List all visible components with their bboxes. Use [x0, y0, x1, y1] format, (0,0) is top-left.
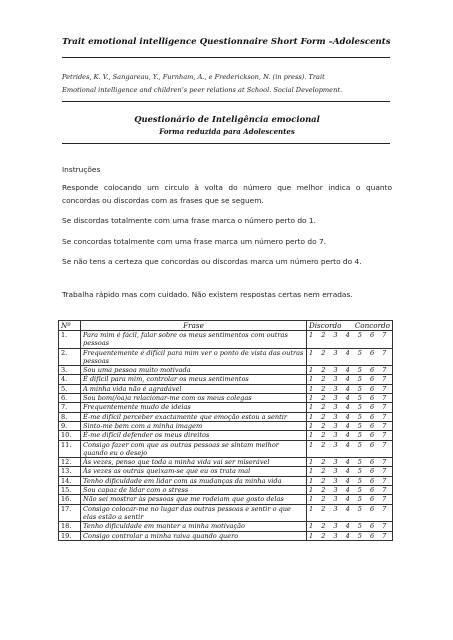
rating-option[interactable]: 3 — [333, 467, 338, 476]
rating-option[interactable]: 3 — [333, 431, 338, 440]
instruction-paragraph-3: Se concordas totalmente com uma frase marca um número perto do 7. — [62, 237, 327, 246]
rating-option[interactable]: 3 — [333, 412, 338, 421]
rating-option[interactable]: 2 — [321, 476, 326, 485]
rating-option[interactable]: 3 — [333, 348, 338, 357]
rating-option[interactable]: 4 — [345, 366, 350, 375]
rating-option[interactable]: 6 — [369, 431, 375, 440]
rating-option[interactable]: 5 — [357, 412, 362, 421]
table-row — [59, 504, 393, 522]
rating-option[interactable]: 5 — [357, 440, 362, 449]
rating-scale — [307, 331, 393, 349]
document-title: Trait emotional intelligence Questionnaire Short Form –Adolescents — [62, 37, 391, 47]
rating-option[interactable]: 7 — [382, 458, 387, 467]
item-number: 17. — [59, 504, 81, 522]
header-agree: Concordo — [354, 321, 390, 330]
questionnaire-subtitle: Forma reduzida para Adolescentes — [159, 127, 295, 136]
rating-option[interactable]: 3 — [333, 384, 338, 393]
rating-option[interactable]: 7 — [382, 522, 387, 531]
item-number: 6. — [59, 394, 81, 403]
item-text: Sou capaz de lidar com o stress — [81, 486, 307, 495]
rating-scale — [307, 421, 393, 430]
rating-scale — [307, 476, 393, 485]
rating-option[interactable]: 3 — [333, 366, 338, 375]
table-row — [59, 366, 393, 375]
item-text: Consigo controlar a minha raiva quando quero — [81, 531, 307, 540]
item-number: 15. — [59, 486, 81, 495]
rating-scale — [307, 348, 393, 366]
questionnaire-rule — [62, 143, 390, 144]
rating-option[interactable]: 5 — [357, 384, 362, 393]
reference-line-2: Emotional intelligence and children’s peer relations at School. Social Development. — [62, 85, 343, 94]
rating-option[interactable]: 4 — [345, 486, 350, 495]
table-row — [59, 384, 393, 393]
instruction-paragraph-4: Se não tens a certeza que concordas ou discordas marca um número perto do 4. — [62, 257, 362, 266]
rating-option[interactable]: 3 — [333, 331, 338, 339]
reference-rule — [62, 101, 390, 102]
instructions-heading: Instruções — [62, 165, 101, 174]
rating-option[interactable]: 4 — [345, 531, 350, 540]
rating-option[interactable]: 7 — [382, 467, 387, 476]
rating-option[interactable]: 1 — [309, 531, 314, 540]
rating-option[interactable]: 1 — [309, 412, 314, 421]
item-number: 4. — [59, 375, 81, 384]
rating-option[interactable]: 6 — [369, 348, 375, 357]
table-row — [59, 531, 393, 540]
item-text: Sou bom(/oa)a relacionar-me com os meus colegas — [81, 394, 307, 403]
rating-option[interactable]: 7 — [382, 403, 387, 412]
item-text: Tenho dificuldade em manter a minha motivação — [81, 522, 307, 531]
rating-option[interactable]: 7 — [382, 486, 387, 495]
rating-option[interactable]: 7 — [382, 375, 387, 384]
rating-option[interactable]: 1 — [309, 431, 314, 440]
rating-option[interactable]: 1 — [309, 375, 314, 384]
rating-option[interactable]: 7 — [382, 331, 387, 339]
instruction-paragraph-5: Trabalha rápido mas com cuidado. Não existem respostas certas nem erradas. — [62, 290, 353, 299]
rating-option[interactable]: 1 — [309, 458, 314, 467]
item-text: Sou uma pessoa muito motivada — [81, 366, 307, 375]
rating-option[interactable]: 3 — [333, 504, 338, 513]
rating-option[interactable]: 4 — [345, 412, 350, 421]
rating-option[interactable]: 1 — [309, 504, 314, 513]
rating-option[interactable]: 1 — [309, 522, 314, 531]
rating-option[interactable]: 6 — [369, 495, 375, 504]
rating-scale — [307, 384, 393, 393]
rating-option[interactable]: 1 — [309, 495, 314, 504]
rating-option[interactable]: 2 — [321, 522, 326, 531]
table-row — [59, 331, 393, 349]
rating-option[interactable]: 5 — [357, 476, 362, 485]
rating-option[interactable]: 4 — [345, 504, 350, 513]
rating-option[interactable]: 7 — [382, 504, 387, 513]
rating-option[interactable]: 2 — [321, 421, 326, 430]
rating-option[interactable]: 7 — [382, 348, 387, 357]
item-number: 18. — [59, 522, 81, 531]
rating-option[interactable]: 4 — [345, 421, 350, 430]
rating-option[interactable]: 5 — [357, 366, 362, 375]
table-row — [59, 467, 393, 476]
rating-option[interactable]: 2 — [321, 531, 326, 540]
rating-option[interactable]: 4 — [345, 467, 350, 476]
rating-option[interactable]: 3 — [333, 375, 338, 384]
rating-option[interactable]: 1 — [309, 440, 314, 449]
rating-option[interactable]: 3 — [333, 394, 338, 403]
item-number: 3. — [59, 366, 81, 375]
rating-option[interactable]: 5 — [357, 348, 362, 357]
item-number: 14. — [59, 476, 81, 485]
rating-option[interactable]: 4 — [345, 440, 350, 449]
rating-option[interactable]: 6 — [369, 531, 375, 540]
rating-option[interactable]: 2 — [321, 403, 326, 412]
rating-option[interactable]: 6 — [369, 458, 375, 467]
table-row — [59, 476, 393, 485]
rating-option[interactable]: 1 — [309, 467, 314, 476]
rating-option[interactable]: 7 — [382, 421, 387, 430]
rating-option[interactable]: 6 — [369, 467, 375, 476]
rating-option[interactable]: 4 — [345, 431, 350, 440]
table-row — [59, 403, 393, 412]
rating-option[interactable]: 4 — [345, 375, 350, 384]
rating-option[interactable]: 7 — [382, 412, 387, 421]
rating-option[interactable]: 5 — [357, 486, 362, 495]
reference-citation — [62, 71, 392, 96]
rating-scale — [307, 412, 393, 421]
rating-option[interactable]: 6 — [369, 412, 375, 421]
rating-option[interactable]: 5 — [357, 467, 362, 476]
item-number: 7. — [59, 403, 81, 412]
rating-option[interactable]: 6 — [369, 403, 375, 412]
rating-option[interactable]: 7 — [382, 431, 387, 440]
rating-option[interactable]: 1 — [309, 486, 314, 495]
item-number: 2. — [59, 348, 81, 366]
rating-option[interactable]: 4 — [345, 476, 350, 485]
rating-option[interactable]: 7 — [382, 531, 387, 540]
questionnaire-body — [59, 331, 393, 541]
item-text: Para mim é fácil, falar sobre os meus sentimentos com outras pessoas — [81, 331, 307, 349]
rating-option[interactable]: 1 — [309, 384, 314, 393]
rating-option[interactable]: 3 — [333, 403, 338, 412]
rating-option[interactable]: 5 — [357, 504, 362, 513]
item-number: 1. — [59, 331, 81, 349]
header-number: Nº — [59, 321, 81, 331]
table-row — [59, 348, 393, 366]
table-row — [59, 421, 393, 430]
rating-option[interactable]: 2 — [321, 431, 326, 440]
item-text: Sinto-me bem com a minha imagem — [81, 421, 307, 430]
rating-option[interactable]: 6 — [369, 504, 375, 513]
rating-option[interactable]: 2 — [321, 331, 326, 339]
rating-option[interactable]: 3 — [333, 440, 338, 449]
rating-option[interactable]: 1 — [309, 394, 314, 403]
rating-option[interactable]: 5 — [357, 403, 362, 412]
instruction-paragraph-2: Se discordas totalmente com uma frase marca o número perto do 1. — [62, 216, 316, 225]
rating-option[interactable]: 2 — [321, 366, 326, 375]
item-number: 10. — [59, 431, 81, 440]
rating-option[interactable]: 7 — [382, 476, 387, 485]
item-number: 19. — [59, 531, 81, 540]
rating-option[interactable]: 6 — [369, 366, 375, 375]
rating-option[interactable]: 2 — [321, 375, 326, 384]
rating-option[interactable]: 5 — [357, 522, 362, 531]
rating-scale — [307, 467, 393, 476]
item-text: Frequentemente mudo de ideias — [81, 403, 307, 412]
rating-scale — [307, 431, 393, 440]
rating-option[interactable]: 3 — [333, 495, 338, 504]
rating-option[interactable]: 5 — [357, 458, 362, 467]
item-text: Às vezes as outras queixam-se que eu os trata mal — [81, 467, 307, 476]
rating-option[interactable]: 2 — [321, 348, 326, 357]
rating-option[interactable]: 2 — [321, 440, 326, 449]
rating-option[interactable]: 2 — [321, 504, 326, 513]
rating-scale — [307, 403, 393, 412]
table-header-row — [59, 321, 393, 331]
questionnaire-table — [58, 320, 393, 541]
rating-option[interactable]: 2 — [321, 458, 326, 467]
rating-option[interactable]: 7 — [382, 495, 387, 504]
header-item: Frase — [81, 321, 307, 331]
item-number: 16. — [59, 495, 81, 504]
rating-scale — [307, 522, 393, 531]
rating-option[interactable]: 5 — [357, 394, 362, 403]
rating-option[interactable]: 6 — [369, 331, 375, 339]
rating-option[interactable]: 3 — [333, 476, 338, 485]
rating-option[interactable]: 1 — [309, 421, 314, 430]
rating-option[interactable]: 3 — [333, 486, 338, 495]
rating-option[interactable]: 6 — [369, 522, 375, 531]
item-text: É-me difícil defender os meus direitos — [81, 431, 307, 440]
item-text: Tenho dificuldade em lidar com as mudanças da minha vida — [81, 476, 307, 485]
table-row — [59, 486, 393, 495]
rating-option[interactable]: 5 — [357, 431, 362, 440]
item-text: Consigo fazer com que as outras pessoas se sintam melhor quando eu o desejo — [81, 440, 307, 458]
rating-option[interactable]: 4 — [345, 458, 350, 467]
rating-option[interactable]: 1 — [309, 366, 314, 375]
table-row — [59, 431, 393, 440]
rating-option[interactable]: 6 — [369, 394, 375, 403]
item-text: É-me difícil perceber exactamente que emoção estou a sentir — [81, 412, 307, 421]
rating-option[interactable]: 4 — [345, 331, 350, 339]
table-row — [59, 412, 393, 421]
rating-scale — [307, 495, 393, 504]
rating-option[interactable]: 1 — [309, 348, 314, 357]
item-number: 12. — [59, 458, 81, 467]
item-text: É difícil para mim, controlar os meus sentimentos — [81, 375, 307, 384]
rating-option[interactable]: 1 — [309, 403, 314, 412]
rating-option[interactable]: 7 — [382, 440, 387, 449]
item-text: Não sei mostrar às pessoas que me rodeiam que gosto delas — [81, 495, 307, 504]
rating-scale — [307, 375, 393, 384]
rating-scale — [307, 366, 393, 375]
rating-option[interactable]: 6 — [369, 440, 375, 449]
rating-option[interactable]: 2 — [321, 412, 326, 421]
rating-option[interactable]: 3 — [333, 531, 338, 540]
rating-option[interactable]: 2 — [321, 467, 326, 476]
rating-option[interactable]: 6 — [369, 486, 375, 495]
header-scale — [307, 321, 393, 331]
title-rule — [62, 57, 390, 58]
rating-scale — [307, 504, 393, 522]
item-number: 9. — [59, 421, 81, 430]
rating-option[interactable]: 3 — [333, 522, 338, 531]
rating-option[interactable]: 1 — [309, 476, 314, 485]
rating-option[interactable]: 2 — [321, 394, 326, 403]
rating-option[interactable]: 4 — [345, 348, 350, 357]
item-text: Às vezes, penso que toda a minha vida vai ser miserável — [81, 458, 307, 467]
rating-option[interactable]: 2 — [321, 486, 326, 495]
rating-scale — [307, 486, 393, 495]
rating-option[interactable]: 7 — [382, 394, 387, 403]
rating-option[interactable]: 5 — [357, 331, 362, 339]
rating-option[interactable]: 4 — [345, 403, 350, 412]
rating-scale — [307, 458, 393, 467]
rating-option[interactable]: 1 — [309, 331, 314, 339]
item-number: 13. — [59, 467, 81, 476]
item-number: 8. — [59, 412, 81, 421]
item-text: Consigo colocar-me no lugar das outras pessoas e sentir o que elas estão a sentir — [81, 504, 307, 522]
rating-option[interactable]: 5 — [357, 375, 362, 384]
rating-option[interactable]: 6 — [369, 421, 375, 430]
rating-scale — [307, 440, 393, 458]
rating-option[interactable]: 7 — [382, 384, 387, 393]
table-row — [59, 394, 393, 403]
reference-line-1: Petrides, K. V., Sangareau, Y., Furnham, A., e Frederickson, N. (in press). Trait — [62, 73, 325, 81]
questionnaire-title: Questionário de Inteligência emocional — [134, 114, 320, 124]
rating-option[interactable]: 4 — [345, 495, 350, 504]
item-text: Frequentemente é difícil para mim ver o ponto de vista das outras pessoas — [81, 348, 307, 366]
instruction-paragraph-1: Responde colocando um circulo à volta do número que melhor indica o quanto concordas ou discordas com as frases que se seguem. — [62, 183, 392, 205]
rating-option[interactable]: 4 — [345, 522, 350, 531]
table-row — [59, 375, 393, 384]
table-row — [59, 522, 393, 531]
rating-option[interactable]: 5 — [357, 421, 362, 430]
rating-option[interactable]: 4 — [345, 384, 350, 393]
rating-option[interactable]: 7 — [382, 366, 387, 375]
table-row — [59, 458, 393, 467]
table-row — [59, 495, 393, 504]
rating-option[interactable]: 3 — [333, 458, 338, 467]
rating-option[interactable]: 5 — [357, 531, 362, 540]
header-disagree: Discordo — [309, 321, 342, 330]
table-row — [59, 440, 393, 458]
rating-option[interactable]: 6 — [369, 375, 375, 384]
item-number: 5. — [59, 384, 81, 393]
item-number: 11. — [59, 440, 81, 458]
rating-option[interactable]: 2 — [321, 495, 326, 504]
rating-option[interactable]: 6 — [369, 384, 375, 393]
rating-option[interactable]: 3 — [333, 421, 338, 430]
rating-option[interactable]: 5 — [357, 495, 362, 504]
rating-option[interactable]: 6 — [369, 476, 375, 485]
item-text: A minha vida não é agradável — [81, 384, 307, 393]
rating-option[interactable]: 4 — [345, 394, 350, 403]
rating-option[interactable]: 2 — [321, 384, 326, 393]
rating-scale — [307, 394, 393, 403]
rating-scale — [307, 531, 393, 540]
